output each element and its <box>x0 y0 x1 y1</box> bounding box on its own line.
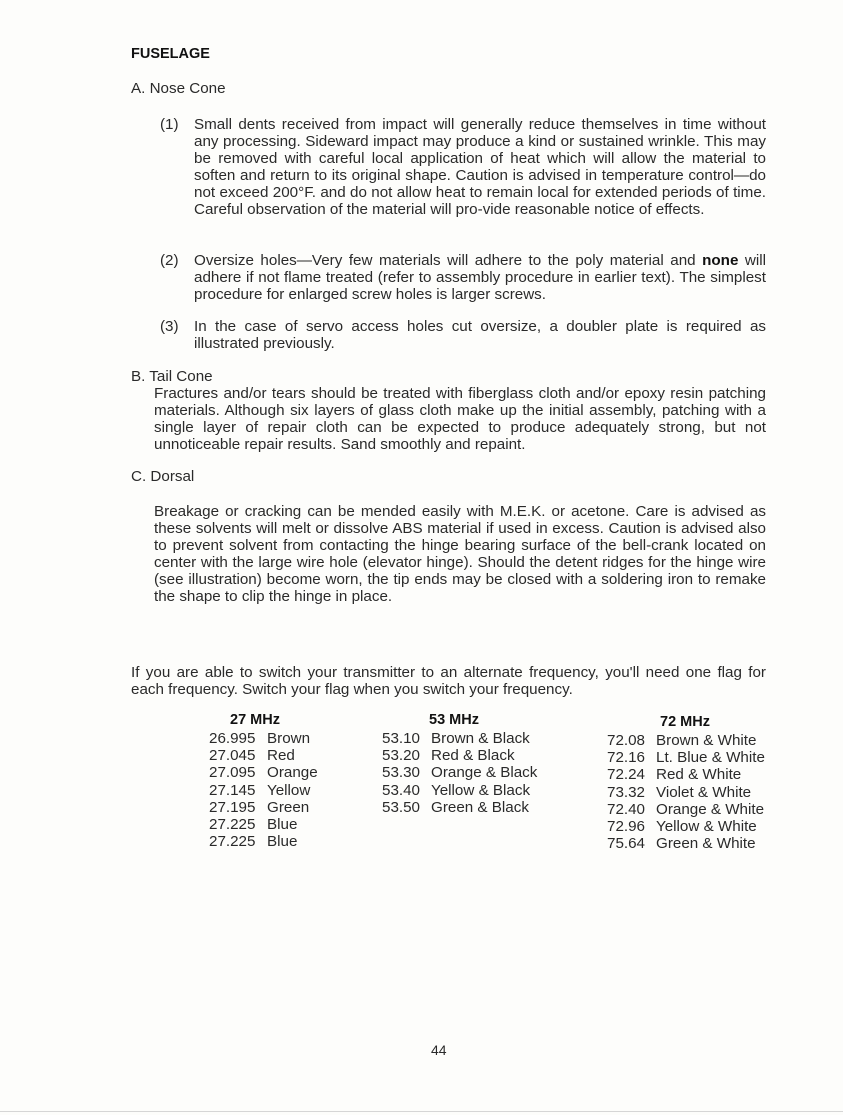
dorsal-text: Breakage or cracking can be mended easily with M.E.K. or acetone. Care is advised as these solvents will melt or dissolve ABS material if used in excess. Caution is advised also to prevent solvent from contacting the hinge bearing surface of the bell-crank located on center with the large wire hole (elevator hinge). Should the detent ridges for the hinge wire (see illustration) become worn, the tip ends may be closed with a soldering iron to remake the shape to clip the hinge in place. <box>154 503 766 606</box>
table-row <box>382 799 537 816</box>
table-row <box>209 833 318 850</box>
table-row <box>607 818 765 835</box>
flag-color: Brown <box>267 730 311 747</box>
frequency-list-72mhz <box>607 732 765 852</box>
tail-cone-text: Fractures and/or tears should be treated with fiberglass cloth and/or epoxy resin patching materials. Although six layers of glass cloth make up the initial assembly, patching with a single layer of repair cloth can be expected to produce adequately strong, but not unnoticeable repair results. Sand smoothly and repaint. <box>154 385 766 454</box>
frequency-value: 72.24 <box>607 766 646 784</box>
frequency-value: 27.145 <box>209 781 256 799</box>
frequency-value: 27.095 <box>209 764 256 782</box>
table-row <box>209 816 318 833</box>
subsection-label-tail-cone: B. Tail Cone <box>131 368 213 385</box>
table-row <box>209 764 318 781</box>
item-2-text-end: will adhere if not flame treated (refer to assembly procedure in earlier text). The simplest procedure for enlarged screw holes is larger screws. <box>194 252 766 304</box>
item-number: (3) <box>160 318 179 335</box>
frequency-value: 53.20 <box>382 747 421 765</box>
emphasis-none: none <box>702 252 739 269</box>
frequency-value: 72.40 <box>607 800 646 818</box>
flag-color: Red & White <box>656 766 742 784</box>
table-row <box>607 835 765 852</box>
section-heading: FUSELAGE <box>131 46 210 62</box>
table-row <box>607 732 765 749</box>
frequency-value: 27.195 <box>209 798 256 816</box>
flag-color: Brown & White <box>656 732 757 749</box>
table-row <box>382 730 537 747</box>
frequency-value: 26.995 <box>209 730 256 747</box>
nose-cone-item-1-text: Small dents received from impact will generally reduce themselves in time without any processing. Sideward impact may produce a kind or sustained wrinkle. This may be removed with careful local application of heat which will allow the material to soften and return to its original shape. Caution is advised in temperature control—do not exceed 200°F. and do not allow heat to remain local for extended periods of time. Careful observation of the material will pro-vide reasonable notice of effects. <box>194 116 766 219</box>
frequency-value: 72.96 <box>607 817 646 835</box>
table-row <box>607 784 765 801</box>
nose-cone-item-3-text: In the case of servo access holes cut oversize, a doubler plate is required as illustrated previously. <box>194 318 766 353</box>
item-number: (1) <box>160 116 179 133</box>
flag-color: Yellow <box>267 781 311 799</box>
frequency-value: 27.225 <box>209 815 256 833</box>
subsection-label-dorsal: C. Dorsal <box>131 468 195 485</box>
frequency-list-53mhz <box>382 730 537 816</box>
table-row <box>209 799 318 816</box>
flag-color: Brown & Black <box>431 730 530 747</box>
nose-cone-item-2-text <box>194 252 766 303</box>
flag-color: Yellow & Black <box>431 781 531 799</box>
flag-color: Green & Black <box>431 798 529 816</box>
flag-color: Orange <box>267 764 318 782</box>
page-number: 44 <box>431 1042 447 1058</box>
table-row <box>607 801 765 818</box>
frequency-value: 72.16 <box>607 749 646 767</box>
flag-color: Yellow & White <box>656 817 757 835</box>
scan-edge-divider <box>0 1111 843 1112</box>
subsection-label-nose-cone: A. Nose Cone <box>131 80 226 97</box>
flag-color: Green <box>267 798 310 816</box>
flag-color: Orange & White <box>656 800 765 818</box>
flag-color: Green & White <box>656 835 756 853</box>
frequency-value: 75.64 <box>607 835 646 853</box>
flag-color: Violet & White <box>656 783 752 801</box>
flag-color: Orange & Black <box>431 764 538 782</box>
column-header-72mhz: 72 MHz <box>660 714 710 730</box>
table-row <box>382 782 537 799</box>
table-row <box>382 747 537 764</box>
frequency-value: 72.08 <box>607 732 646 749</box>
table-row <box>209 782 318 799</box>
flag-color: Red & Black <box>431 747 515 765</box>
table-row <box>607 749 765 766</box>
table-row <box>382 764 537 781</box>
frequency-value: 73.32 <box>607 783 646 801</box>
flag-color: Blue <box>267 815 298 833</box>
item-2-text-start: Oversize holes—Very few materials will adhere to the poly material and <box>194 252 703 269</box>
column-header-27mhz: 27 MHz <box>230 712 280 728</box>
frequency-value: 53.50 <box>382 798 421 816</box>
column-header-53mhz: 53 MHz <box>429 712 479 728</box>
table-row <box>209 747 318 764</box>
flag-color: Lt. Blue & White <box>656 749 765 767</box>
frequency-intro-text: If you are able to switch your transmitter to an alternate frequency, you'll need one flag for each frequency. Switch your flag when you switch your frequency. <box>131 664 766 699</box>
frequency-list-27mhz <box>209 730 318 850</box>
flag-color: Blue <box>267 833 298 851</box>
frequency-value: 53.10 <box>382 730 421 747</box>
frequency-value: 27.225 <box>209 833 256 851</box>
table-row <box>607 766 765 783</box>
frequency-value: 53.40 <box>382 781 421 799</box>
flag-color: Red <box>267 747 295 765</box>
frequency-value: 27.045 <box>209 747 256 765</box>
item-number: (2) <box>160 252 179 269</box>
table-row <box>209 730 318 747</box>
frequency-value: 53.30 <box>382 764 421 782</box>
